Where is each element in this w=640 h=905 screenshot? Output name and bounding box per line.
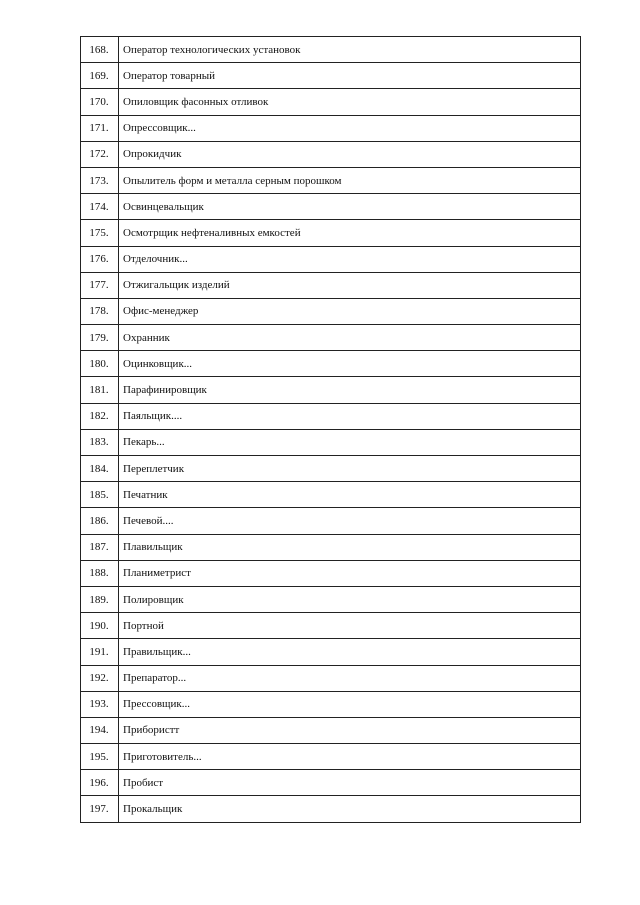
row-number: 170. — [81, 89, 119, 115]
row-number: 194. — [81, 717, 119, 743]
row-number: 180. — [81, 351, 119, 377]
row-number: 173. — [81, 167, 119, 193]
row-number: 195. — [81, 744, 119, 770]
table-row — [81, 534, 581, 560]
table-row — [81, 482, 581, 508]
table-row — [81, 220, 581, 246]
table-row — [81, 63, 581, 89]
profession-name: Пробист — [119, 770, 581, 796]
row-number: 176. — [81, 246, 119, 272]
row-number: 185. — [81, 482, 119, 508]
table-row — [81, 351, 581, 377]
profession-table — [80, 36, 581, 823]
table-row — [81, 456, 581, 482]
row-number: 193. — [81, 691, 119, 717]
table-row — [81, 613, 581, 639]
table-row — [81, 377, 581, 403]
table-row — [81, 403, 581, 429]
table-row — [81, 37, 581, 63]
row-number: 178. — [81, 298, 119, 324]
row-number: 196. — [81, 770, 119, 796]
profession-name: Опылитель форм и металла серным порошком — [119, 167, 581, 193]
profession-table-body — [81, 37, 581, 823]
profession-name: Приготовитель... — [119, 744, 581, 770]
profession-name: Полировщик — [119, 586, 581, 612]
profession-name: Отделочник... — [119, 246, 581, 272]
row-number: 177. — [81, 272, 119, 298]
profession-name: Отжигальщик изделий — [119, 272, 581, 298]
profession-name: Охранник — [119, 325, 581, 351]
profession-name: Опрокидчик — [119, 141, 581, 167]
profession-name: Печатник — [119, 482, 581, 508]
table-row — [81, 246, 581, 272]
table-row — [81, 194, 581, 220]
profession-name: Паяльщик.... — [119, 403, 581, 429]
table-row — [81, 325, 581, 351]
table-row — [81, 639, 581, 665]
table-row — [81, 744, 581, 770]
row-number: 191. — [81, 639, 119, 665]
profession-name: Оператор технологических установок — [119, 37, 581, 63]
row-number: 179. — [81, 325, 119, 351]
row-number: 182. — [81, 403, 119, 429]
row-number: 187. — [81, 534, 119, 560]
profession-name: Портной — [119, 613, 581, 639]
row-number: 189. — [81, 586, 119, 612]
row-number: 184. — [81, 456, 119, 482]
row-number: 186. — [81, 508, 119, 534]
table-row — [81, 272, 581, 298]
profession-name: Прессовщик... — [119, 691, 581, 717]
profession-name: Оператор товарный — [119, 63, 581, 89]
profession-name: Осмотрщик нефтеналивных емкостей — [119, 220, 581, 246]
profession-name: Парафинировщик — [119, 377, 581, 403]
table-row — [81, 796, 581, 822]
table-row — [81, 770, 581, 796]
table-row — [81, 560, 581, 586]
profession-name: Опрессовщик... — [119, 115, 581, 141]
profession-name: Пекарь... — [119, 429, 581, 455]
table-row — [81, 429, 581, 455]
table-row — [81, 691, 581, 717]
row-number: 172. — [81, 141, 119, 167]
row-number: 171. — [81, 115, 119, 141]
row-number: 190. — [81, 613, 119, 639]
profession-name: Прокальщик — [119, 796, 581, 822]
row-number: 192. — [81, 665, 119, 691]
row-number: 175. — [81, 220, 119, 246]
row-number: 181. — [81, 377, 119, 403]
table-row — [81, 717, 581, 743]
profession-name: Плавильщик — [119, 534, 581, 560]
row-number: 183. — [81, 429, 119, 455]
profession-name: Препаратор... — [119, 665, 581, 691]
profession-name: Офис-менеджер — [119, 298, 581, 324]
table-row — [81, 665, 581, 691]
profession-name: Прибористт — [119, 717, 581, 743]
profession-name: Опиловщик фасонных отливок — [119, 89, 581, 115]
profession-name: Переплетчик — [119, 456, 581, 482]
profession-name: Освинцевальщик — [119, 194, 581, 220]
profession-name: Правильщик... — [119, 639, 581, 665]
row-number: 169. — [81, 63, 119, 89]
table-row — [81, 141, 581, 167]
row-number: 168. — [81, 37, 119, 63]
profession-name: Печевой.... — [119, 508, 581, 534]
table-row — [81, 167, 581, 193]
row-number: 188. — [81, 560, 119, 586]
table-row — [81, 89, 581, 115]
table-row — [81, 298, 581, 324]
table-row — [81, 115, 581, 141]
row-number: 197. — [81, 796, 119, 822]
profession-name: Планиметрист — [119, 560, 581, 586]
row-number: 174. — [81, 194, 119, 220]
table-row — [81, 586, 581, 612]
profession-name: Оцинковщик... — [119, 351, 581, 377]
table-row — [81, 508, 581, 534]
